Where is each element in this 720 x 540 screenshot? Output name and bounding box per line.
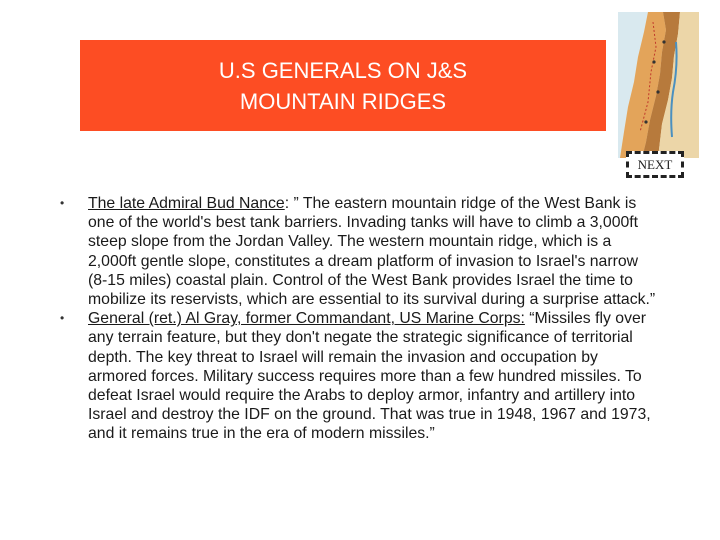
next-button[interactable]: NEXT [626,151,684,178]
bullet-list [56,194,656,444]
bullet-marker: • [60,311,65,326]
quote-text: : ” The eastern mountain ridge of the West Bank is one of the world's best tank barriers. Invading tanks will have to climb a 3,000ft steep slope from the Jordan Valley. The western mountain ridge, which is a 2,000ft gentle slope, constitutes a dream platform of invasion to Israel's narrow (8-15 miles) coastal plain. Control of the West Bank provides Israel the time to mobilize its reservists, which are essential to its survival during a surprise attack.” [88,195,656,309]
bullet-marker: • [60,196,65,210]
bullet-item [56,309,656,443]
quote-text: “Missiles fly over any terrain feature, but they don't negate the strategic significance of territorial depth. The key threat to Israel will remain the invasion and occupation by armored forces. Military success requires more than a few hundred missiles. To defeat Israel would require the Arabs to deploy armor, infantry and artillery into Israel and destroy the IDF on the ground. That was true in 1948, 1967 and 1973, and it remains true in the era of modern missiles.” [88,310,651,443]
quote-speaker: General (ret.) Al Gray, former Commandant, US Marine Corps: [88,310,525,328]
title-banner [80,40,606,131]
map-illustration [618,12,699,158]
region-map-image [618,12,699,158]
bullet-item [56,194,656,309]
quote-speaker: The late Admiral Bud Nance [88,195,285,212]
slide-title: U.S GENERALS ON J&S MOUNTAIN RIDGES [218,57,468,114]
